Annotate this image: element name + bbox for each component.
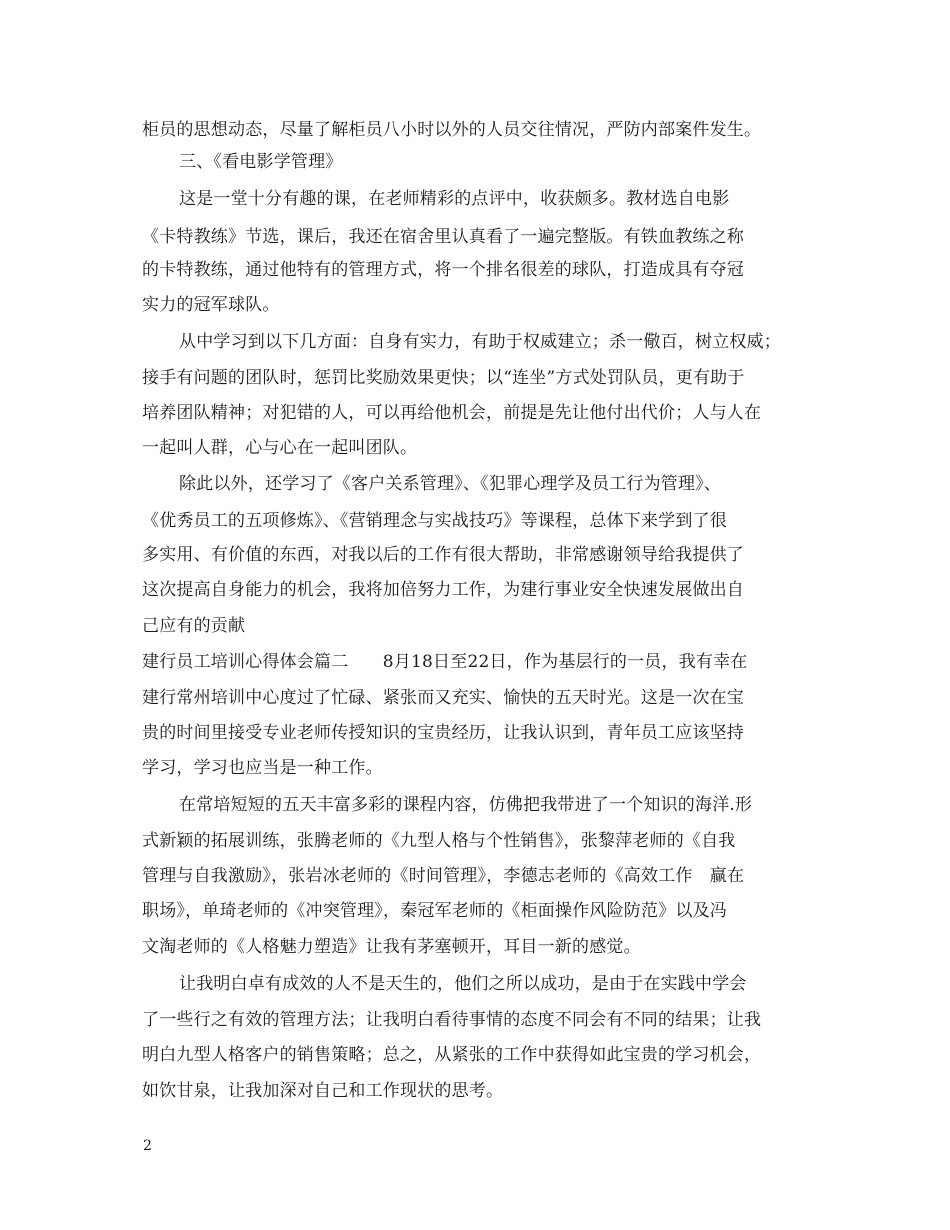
text-line: 职场》，单琦老师的《冲突管理》，秦冠军老师的《柜面操作风险防范》以及冯	[142, 901, 727, 921]
text-line: 接手有问题的团队时，惩罚比奖励效果更快；以“连坐”方式处罚队员，更有助于	[142, 368, 745, 388]
text-line: 了一些行之有效的管理方法；让我明白看待事情的态度不同会有不同的结果；让我	[142, 1010, 762, 1030]
text-line: 管理与自我激励》，张岩冰老师的《时间管理》，李德志老师的《高效工作 赢在	[142, 866, 745, 886]
text-line: 在常培短短的五天丰富多彩的课程内容，仿佛把我带进了一个知识的海洋.形	[179, 795, 753, 815]
text-line: 多实用、有价值的东西，对我以后的工作有很大帮助，非常感谢领导给我提供了	[142, 545, 744, 565]
text-line: 的卡特教练，通过他特有的管理方式，将一个排名很差的球队，打造成具有夺冠	[142, 260, 744, 280]
text-line: 建行常州培训中心度过了忙碌、紧张而又充实、愉快的五天时光。这是一次在宝	[142, 688, 744, 708]
section-heading: 三、《看电影学管理》	[179, 152, 343, 172]
text-line: 学习，学习也应当是一种工作。	[142, 758, 383, 778]
text-line: 己应有的贡献	[142, 616, 246, 636]
text-line: 培养团队精神；对犯错的人，可以再给他机会，前提是先让他付出代价；人与人在	[142, 403, 762, 423]
text-line: 实力的冠军球队。	[142, 295, 280, 315]
text-line: 明白九型人格客户的销售策略；总之，从紧张的工作中获得如此宝贵的学习机会，	[142, 1045, 762, 1065]
text-line: 《优秀员工的五项修炼》、《营销理念与实战技巧》等课程，总体下来学到了很	[142, 511, 727, 531]
text-line: 这次提高自身能力的机会，我将加倍努力工作，为建行事业安全快速发展做出自	[142, 580, 744, 600]
text-line: 文淘老师的《人格魅力塑造》让我有茅塞顿开，耳目一新的感觉。	[142, 937, 641, 957]
text-line: 式新颖的拓展训练，张腾老师的《九型人格与个性销售》，张黎萍老师的《自我	[142, 831, 736, 851]
text-line: 贵的时间里接受专业老师传授知识的宝贵经历，让我认识到，青年员工应该坚持	[142, 723, 744, 743]
text-line: 柜员的思想动态，尽量了解柜员八小时以外的人员交往情况，严防内部案件发生。	[142, 120, 762, 140]
text-line: 除此以外，还学习了《客户关系管理》、《犯罪心理学及员工行为管理》、	[179, 474, 722, 494]
text-line: 如饮甘泉，让我加深对自己和工作现状的思考。	[142, 1081, 504, 1101]
text-line: 一起叫人群，心与心在一起叫团队。	[142, 438, 418, 458]
page-number: 2	[143, 1138, 152, 1154]
text-line: 《卡特教练》节选，课后，我还在宿舍里认真看了一遍完整版。有铁血教练之称	[142, 227, 744, 247]
text-line: 让我明白卓有成效的人不是天生的，他们之所以成功，是由于在实践中学会	[179, 974, 747, 994]
text-line: 这是一堂十分有趣的课，在老师精彩的点评中，收获颇多。教材选自电影	[179, 189, 730, 209]
text-line: 建行员工培训心得体会篇二 8月18日至22日，作为基层行的一员，我有幸在	[142, 652, 748, 672]
text-line: 从中学习到以下几方面：自身有实力，有助于权威建立；杀一儆百，树立权威；	[179, 332, 781, 352]
